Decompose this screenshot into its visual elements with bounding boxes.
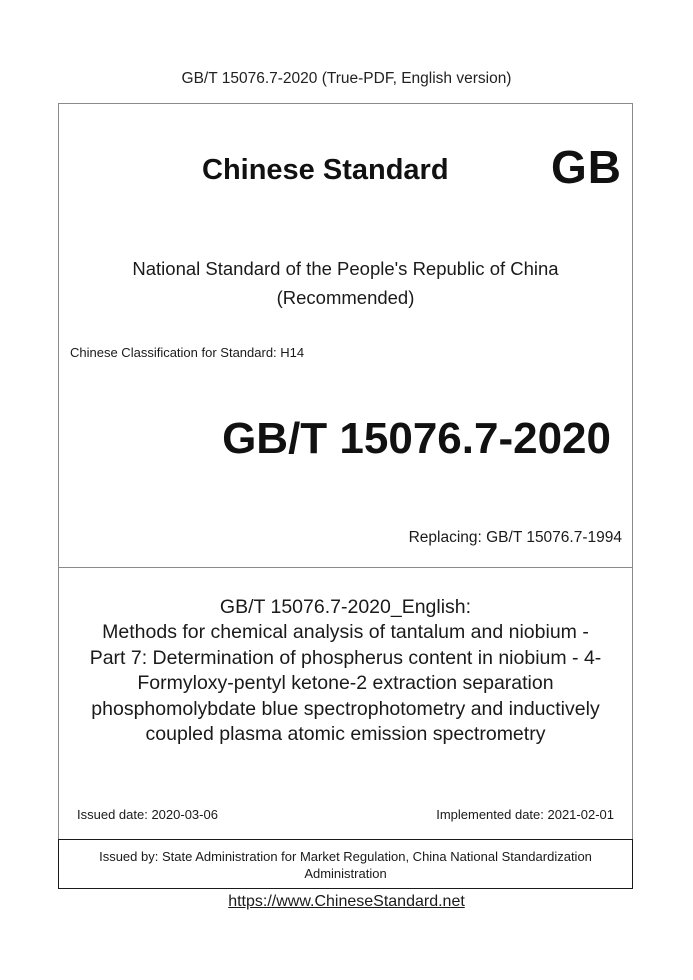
- national-line-1: National Standard of the People's Republic of China: [132, 258, 559, 279]
- english-title-box: [58, 567, 633, 839]
- cover-box: [58, 103, 633, 568]
- standard-label: Chinese Standard: [202, 154, 449, 186]
- issued-date: Issued date: 2020-03-06: [77, 807, 218, 822]
- english-title-line: GB/T 15076.7-2020_English:: [219, 596, 472, 618]
- issuer-line-1: Issued by: State Administration for Market Regulation, China National Standardization: [99, 849, 592, 864]
- standard-number: GB/T 15076.7-2020: [222, 414, 611, 463]
- gb-mark-logo: GB: [551, 141, 622, 193]
- english-title-line: Methods for chemical analysis of tantalum and niobium -: [102, 621, 589, 644]
- english-title-line: coupled plasma atomic emission spectrometry: [145, 723, 546, 746]
- replacing-text: Replacing: GB/T 15076.7-1994: [408, 529, 622, 546]
- english-title-line: Formyloxy-pentyl ketone-2 extraction separation: [137, 672, 554, 695]
- implemented-date: Implemented date: 2021-02-01: [436, 807, 614, 822]
- issuer-line-2: Administration: [304, 866, 387, 881]
- english-title-line: Part 7: Determination of phospherus content in niobium - 4-: [89, 646, 602, 669]
- national-standard-text: [59, 254, 632, 312]
- page-header-title: GB/T 15076.7-2020 (True-PDF, English version): [181, 70, 512, 87]
- classification-text: Chinese Classification for Standard: H14: [70, 345, 305, 360]
- title-row: [59, 141, 632, 194]
- issuer-box: [58, 839, 633, 889]
- national-line-2: (Recommended): [276, 287, 415, 308]
- english-title: [59, 595, 632, 747]
- footer-website-link[interactable]: https://www.ChineseStandard.net: [228, 893, 465, 910]
- english-title-line: phosphomolybdate blue spectrophotometry and inductively: [91, 697, 600, 720]
